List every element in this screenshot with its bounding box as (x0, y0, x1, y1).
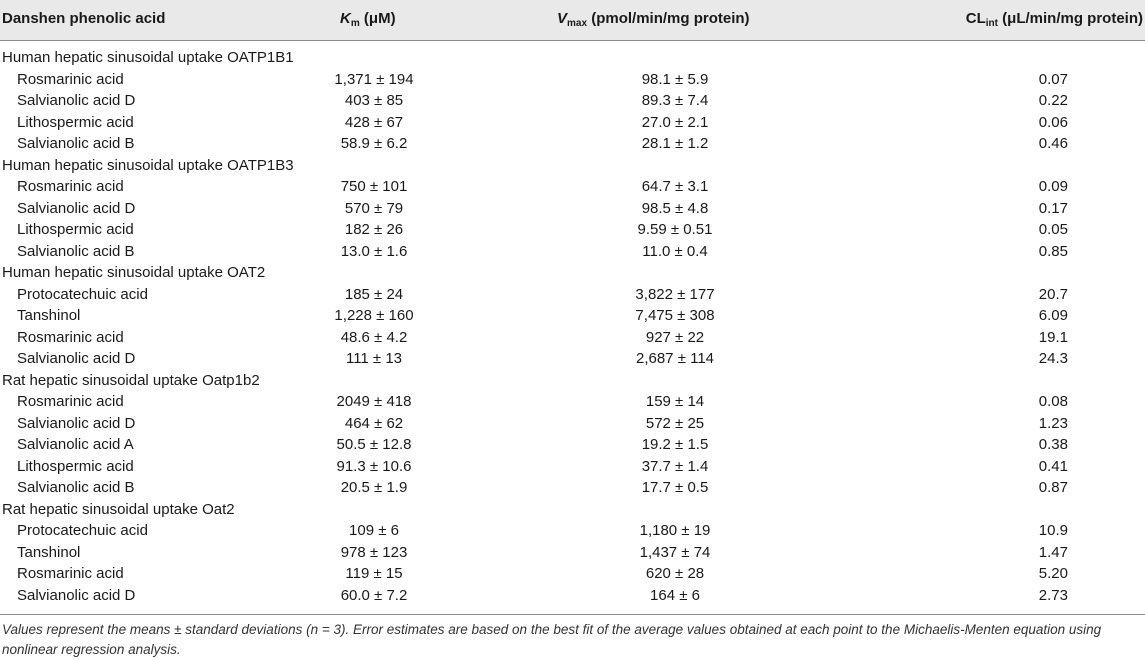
table-row (0, 477, 1145, 499)
compound-name: Rosmarinic acid (17, 328, 124, 346)
compound-name: Lithospermic acid (17, 113, 134, 131)
clint-value: 2.73 (1038, 586, 1068, 604)
km-value: 48.6 ± 4.2 (340, 328, 408, 346)
compound-name: Lithospermic acid (17, 221, 134, 238)
vmax-value: 89.3 ± 7.4 (641, 92, 709, 109)
table-row (0, 542, 1145, 564)
group-row (0, 370, 1145, 392)
clint-value: 0.87 (1038, 479, 1068, 496)
header-clint-unit: (μL/min/mg protein) (998, 10, 1143, 27)
vmax-value: 572 ± 25 (645, 414, 705, 432)
compound-name: Protocatechuic acid (17, 522, 148, 539)
vmax-value: 7,475 ± 308 (635, 307, 715, 324)
km-value: 1,228 ± 160 (334, 307, 414, 324)
clint-value: 20.7 (1038, 285, 1068, 303)
clint-value: 5.20 (1038, 565, 1068, 582)
clint-value: 0.09 (1038, 178, 1068, 195)
header-vmax-subscript: max (567, 18, 588, 29)
clint-value: 6.09 (1038, 307, 1068, 324)
km-value: 1,371 ± 194 (334, 70, 414, 88)
table-row (0, 413, 1145, 435)
compound-name: Salvianolic acid D (17, 414, 136, 432)
clint-value: 0.85 (1038, 242, 1068, 260)
vmax-value: 620 ± 28 (645, 565, 705, 582)
clint-value: 0.41 (1038, 457, 1068, 475)
header-clint (966, 10, 1143, 27)
header-clint-subscript: int (985, 18, 998, 29)
group-label: Rat hepatic sinusoidal uptake Oatp1b2 (2, 371, 260, 389)
vmax-value: 11.0 ± 0.4 (642, 242, 708, 260)
table-row (0, 69, 1145, 91)
table-row (0, 284, 1145, 306)
table-row (0, 241, 1145, 263)
km-value: 464 ± 62 (344, 414, 404, 432)
table-bottom-rule (0, 614, 1145, 615)
km-value: 58.9 ± 6.2 (340, 135, 408, 152)
clint-value: 1.47 (1038, 543, 1068, 561)
clint-value: 0.22 (1038, 92, 1068, 109)
clint-value: 0.06 (1038, 113, 1068, 131)
group-label: Human hepatic sinusoidal uptake OATP1B1 (2, 49, 294, 66)
km-value: 978 ± 123 (340, 543, 408, 561)
table-row (0, 112, 1145, 134)
group-row (0, 499, 1145, 521)
table-row (0, 520, 1145, 542)
table-header (0, 0, 1145, 41)
vmax-value: 64.7 ± 3.1 (641, 178, 709, 195)
km-value: 13.0 ± 1.6 (340, 242, 408, 260)
compound-name: Rosmarinic acid (17, 70, 124, 88)
table-row (0, 434, 1145, 456)
compound-name: Salvianolic acid D (17, 586, 136, 604)
km-value: 109 ± 6 (349, 522, 399, 539)
table-body (0, 47, 1145, 606)
km-value: 60.0 ± 7.2 (340, 586, 408, 604)
vmax-value: 37.7 ± 1.4 (641, 457, 709, 475)
compound-name: Salvianolic acid B (17, 479, 135, 496)
header-vmax-unit: (pmol/min/mg protein) (587, 10, 750, 27)
clint-value: 0.07 (1038, 70, 1068, 88)
compound-name: Salvianolic acid D (17, 92, 136, 109)
compound-name: Rosmarinic acid (17, 565, 124, 582)
compound-name: Salvianolic acid B (17, 135, 135, 152)
vmax-value: 1,180 ± 19 (639, 522, 711, 539)
vmax-value: 27.0 ± 2.1 (641, 113, 709, 131)
compound-name: Rosmarinic acid (17, 178, 124, 195)
clint-value: 19.1 (1038, 328, 1068, 346)
compound-name: Salvianolic acid D (17, 350, 136, 367)
table-row (0, 327, 1145, 349)
km-value: 2049 ± 418 (336, 393, 412, 410)
group-row (0, 47, 1145, 69)
table-row (0, 348, 1145, 370)
group-label: Human hepatic sinusoidal uptake OAT2 (2, 264, 266, 281)
table-row (0, 90, 1145, 112)
km-value: 570 ± 79 (344, 199, 404, 217)
header-vmax (557, 10, 750, 27)
table-row (0, 305, 1145, 327)
vmax-value: 927 ± 22 (645, 328, 705, 346)
table-row (0, 198, 1145, 220)
clint-value: 0.38 (1038, 436, 1068, 453)
vmax-value: 2,687 ± 114 (635, 350, 715, 367)
compound-name: Salvianolic acid A (17, 436, 134, 453)
header-clint-symbol: CL (965, 10, 986, 27)
table-row (0, 456, 1145, 478)
header-km-unit: (μM) (359, 10, 396, 27)
table-row (0, 176, 1145, 198)
compound-name: Tanshinol (17, 543, 81, 561)
km-value: 185 ± 24 (344, 285, 404, 303)
group-label: Rat hepatic sinusoidal uptake Oat2 (2, 500, 235, 518)
header-km-symbol: K (340, 10, 351, 27)
clint-value: 0.46 (1038, 135, 1068, 152)
compound-name: Salvianolic acid B (17, 242, 135, 260)
vmax-value: 19.2 ± 1.5 (641, 436, 709, 453)
vmax-value: 159 ± 14 (645, 393, 705, 410)
km-value: 50.5 ± 12.8 (336, 436, 412, 453)
vmax-value: 3,822 ± 177 (635, 285, 715, 303)
clint-value: 24.3 (1038, 350, 1068, 367)
compound-name: Rosmarinic acid (17, 393, 124, 410)
header-km (340, 10, 396, 27)
table-row (0, 219, 1145, 241)
compound-name: Tanshinol (17, 307, 81, 324)
table-row (0, 585, 1145, 607)
km-value: 750 ± 101 (340, 178, 408, 195)
table-row (0, 563, 1145, 585)
header-vmax-symbol: V (557, 10, 568, 27)
vmax-value: 28.1 ± 1.2 (641, 135, 709, 152)
vmax-value: 1,437 ± 74 (639, 543, 711, 561)
clint-value: 0.17 (1038, 199, 1068, 217)
compound-name: Lithospermic acid (17, 457, 134, 475)
table-row (0, 133, 1145, 155)
compound-name: Salvianolic acid D (17, 199, 136, 217)
km-value: 403 ± 85 (344, 92, 404, 109)
km-value: 20.5 ± 1.9 (340, 479, 408, 496)
km-value: 111 ± 13 (345, 350, 403, 367)
clint-value: 0.05 (1038, 221, 1068, 238)
group-row (0, 262, 1145, 284)
group-label: Human hepatic sinusoidal uptake OATP1B3 (2, 156, 294, 174)
vmax-value: 9.59 ± 0.51 (637, 221, 713, 238)
clint-value: 0.08 (1038, 393, 1068, 410)
header-km-subscript: m (350, 18, 360, 29)
km-value: 428 ± 67 (344, 113, 404, 131)
km-value: 119 ± 15 (345, 565, 403, 582)
clint-value: 10.9 (1038, 522, 1068, 539)
table-footnote: Values represent the means ± standard deviations (n = 3). Error estimates are based on the best fit of the average values obtained at each point to the Michaelis-Menten equation using nonlinear regression analysis. (2, 622, 1102, 657)
header-compound: Danshen phenolic acid (2, 10, 166, 27)
group-row (0, 155, 1145, 177)
vmax-value: 98.1 ± 5.9 (641, 70, 709, 88)
vmax-value: 164 ± 6 (650, 586, 700, 604)
km-value: 182 ± 26 (344, 221, 404, 238)
table-row (0, 391, 1145, 413)
compound-name: Protocatechuic acid (17, 285, 148, 303)
vmax-value: 98.5 ± 4.8 (641, 199, 709, 217)
km-value: 91.3 ± 10.6 (336, 457, 412, 475)
vmax-value: 17.7 ± 0.5 (641, 479, 709, 496)
clint-value: 1.23 (1038, 414, 1068, 432)
